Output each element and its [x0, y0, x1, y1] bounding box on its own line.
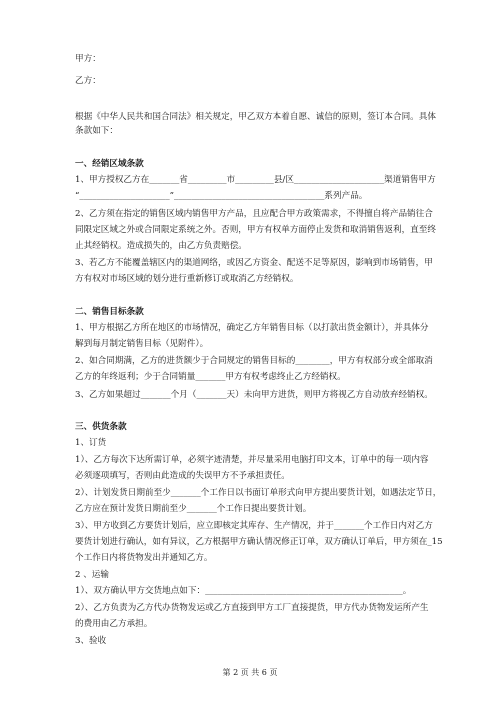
clause-line: 3、验收 — [75, 636, 107, 646]
clause-line: 1）、双方确认甲方交货地点如下：______________________________________________。 — [75, 586, 412, 596]
section-heading: 三、供货条款 — [75, 422, 127, 432]
clause-line: 止其经销权。造成损失的，由乙方负责赔偿。 — [75, 241, 247, 251]
clause-line: 1）、乙方每次下达所需订单，必须字迹清楚，并尽量采用电脑打印文本，订单中的每一项内容 — [75, 455, 429, 465]
clause-line: 要货计划进行确认，如有异议，乙方根据甲方确认情况修正订单，双方确认订单后，甲方须在_15 — [75, 537, 443, 547]
clause-line: 方有权对市场区域的划分进行重新修订或取消乙方经销权。 — [75, 274, 299, 284]
clause-line: 乙方的年终返利；少于合同销量_______甲方有权考虑终止乙方经销权。 — [75, 372, 346, 382]
clause-line: 1、甲方根据乙方所在地区的市场情况，确定乙方年销售目标（以打款出货金额计），并具体分 — [75, 323, 429, 333]
clause-line: 2、乙方须在指定的销售区域内销售甲方产品，且应配合甲方政策需求，不得擅自将产品销往合 — [75, 209, 433, 219]
clause-line: 3、若乙方不能覆盖辖区内的渠道网络，或因乙方资金、配送不足等原因，影响到市场销售，甲 — [75, 258, 433, 268]
section-heading: 一、经销区域条款 — [75, 159, 144, 169]
party-b-label: 乙方： — [75, 76, 101, 86]
clause-line: 必须逐项填写，否则由此造成的失误甲方不予承担责任。 — [75, 471, 290, 481]
page-number: 第 2 页 共 6 页 — [222, 668, 278, 677]
clause-line: 个工作日内将货物发出并通知乙方。 — [75, 553, 213, 563]
clause-line: 同限定区域之外或合同限定系统之外。否则，甲方有权单方面停止发货和取消销售返利，直至终 — [75, 225, 436, 235]
clause-line: 2、如合同期满，乙方的进货额少于合同规定的销售目标的________，甲方有权部分或全部取消 — [75, 356, 433, 366]
clause-line: “_____________________”___________________________________系列产品。 — [75, 191, 368, 201]
clause-line: 2）、乙方负责为乙方代办货物发运或乙方直接到甲方工厂直接提货，甲方代办货物发运所产生 — [75, 603, 429, 613]
section-heading: 二、销售目标条款 — [75, 307, 144, 317]
clause-line: 1、订货 — [75, 438, 107, 448]
party-a-label: 甲方： — [75, 54, 101, 64]
clause-line: 的费用由乙方承担。 — [75, 619, 153, 629]
clause-line: 1、甲方授权乙方在_______省_________市_________县/区_____________________渠道销售甲方 — [75, 175, 436, 185]
clause-line: 3、乙方如果超过_______个月（_______天）未向甲方进货，则甲方将视乙方自动放弃经销权。 — [75, 390, 433, 400]
clause-line: 乙方应在预计发货日期前至少_______个工作日提出要货计划。 — [75, 504, 312, 514]
clause-line: 解到每月制定销售目标（见附件）。 — [75, 339, 209, 349]
intro-line: 根据《中华人民共和国合同法》相关规定，甲乙双方本着自愿、诚信的原则，签订本合同。具体 — [75, 112, 436, 122]
clause-line: 3）、甲方收到乙方要货计划后，应立即核定其库存、生产情况，并于_______个工作日内对乙方 — [75, 521, 433, 531]
clause-line: 2）、计划发货日期前至少_______个工作日以书面订单形式向甲方提出要货计划，如遇法定节日， — [75, 488, 442, 498]
clause-line: 2 、运输 — [75, 570, 109, 580]
intro-line: 条款如下： — [75, 126, 118, 136]
